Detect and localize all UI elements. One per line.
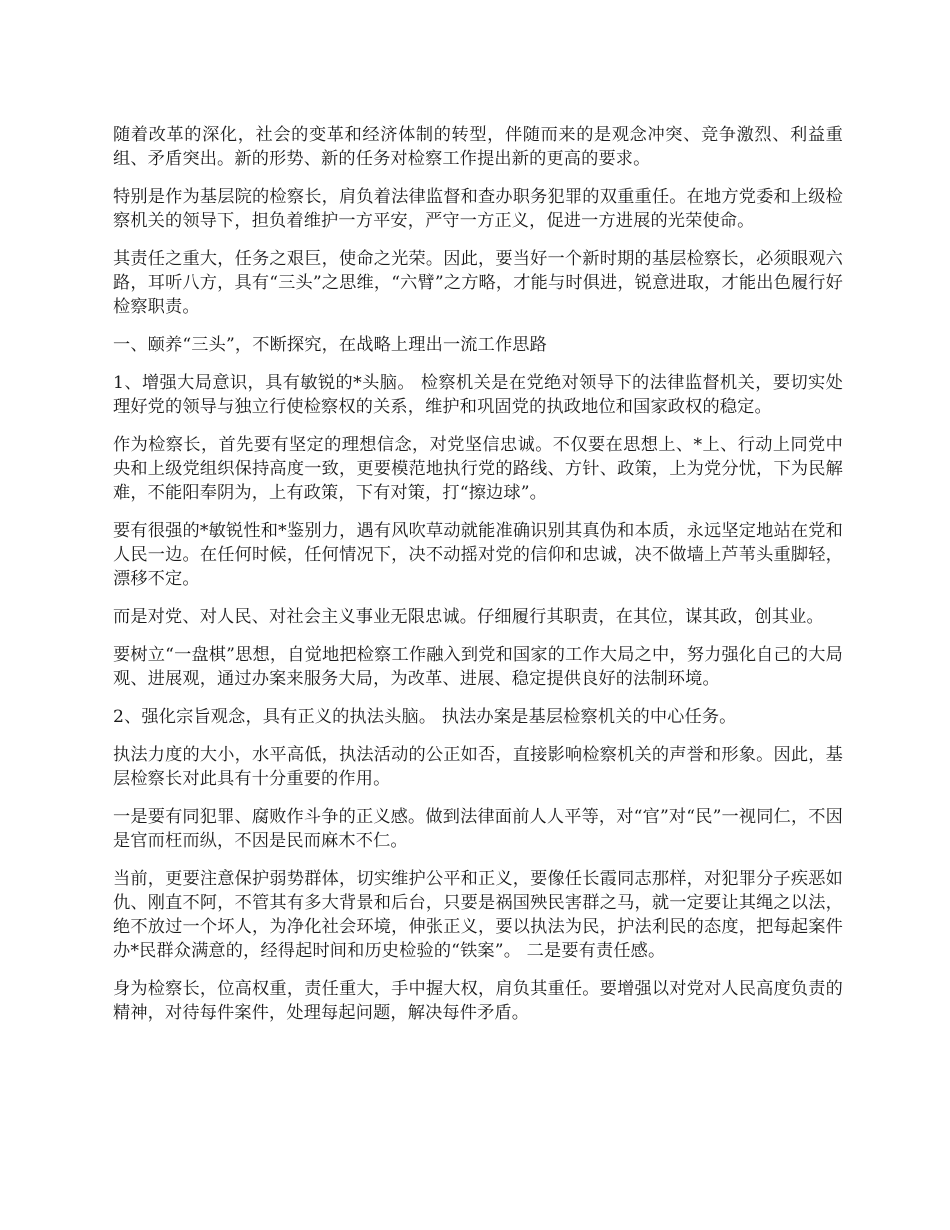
paragraph: 特别是作为基层院的检察长，肩负着法律监督和查办职务犯罪的双重重任。在地方党委和上级检察机关的领导下，担负着维护一方平安，严守一方正义，促进一方进展的光荣使命。 (113, 187, 843, 231)
paragraph: 作为检察长，首先要有坚定的理想信念，对党坚信忠诚。不仅要在思想上、*上、行动上同党中央和上级党组织保持高度一致，更要模范地执行党的路线、方针、政策，上为党分忧，下为民解难，不能阳奉阴为，上有政策，下有对策，打“擦边球”。 (113, 435, 843, 503)
paragraph: 其责任之重大，任务之艰巨，使命之光荣。因此，要当好一个新时期的基层检察长，必须眼观六路，耳听八方，具有“三头”之思维，“六臂”之方略，才能与时俱进，锐意进取，才能出色履行好检察职责。 (113, 249, 843, 317)
paragraph: 随着改革的深化，社会的变革和经济体制的转型，伴随而来的是观念冲突、竞争激烈、利益重组、矛盾突出。新的形势、新的任务对检察工作提出新的更高的要求。 (113, 125, 843, 169)
section-heading: 一、颐养“三头”，不断探究，在战略上理出一流工作思路 (113, 335, 547, 355)
paragraph: 身为检察长，位高权重，责任重大，手中握大权，肩负其重任。要增强以对党对人民高度负责的精神，对待每件案件，处理每起问题，解决每件矛盾。 (113, 979, 843, 1023)
paragraph: 当前，更要注意保护弱势群体，切实维护公平和正义，要像任长霞同志那样，对犯罪分子疾恶如仇、刚直不阿，不管其有多大背景和后台，只要是祸国殃民害群之马，就一定要让其绳之以法，绝不放过一个坏人，为净化社会环境，伸张正义，要以执法为民，护法利民的态度，把每起案件办*民群众满意的，经得起时间和历史检验的“铁案”。 二是要有责任感。 (113, 869, 843, 961)
document-body (113, 123, 843, 1039)
paragraph: 执法力度的大小，水平高低，执法活动的公正如否，直接影响检察机关的声誉和形象。因此，基层检察长对此具有十分重要的作用。 (113, 745, 843, 789)
paragraph: 而是对党、对人民、对社会主义事业无限忠诚。仔细履行其职责，在其位，谋其政，创其业。 (113, 607, 824, 627)
paragraph: 要树立“一盘棋”思想，自觉地把检察工作融入到党和国家的工作大局之中，努力强化自己的大局观、进展观，通过办案来服务大局，为改革、进展、稳定提供良好的法制环境。 (113, 645, 843, 689)
paragraph: 要有很强的*敏锐性和*鉴别力，遇有风吹草动就能准确识别其真伪和本质，永远坚定地站在党和人民一边。在任何时候，任何情况下，决不动摇对党的信仰和忠诚，决不做墙上芦苇头重脚轻，漂移不定。 (113, 521, 843, 589)
paragraph: 一是要有同犯罪、腐败作斗争的正义感。做到法律面前人人平等，对“官”对“民”一视同仁，不因是官而枉而纵，不因是民而麻木不仁。 (113, 807, 843, 851)
paragraph: 1、增强大局意识，具有敏锐的*头脑。 检察机关是在党绝对领导下的法律监督机关，要切实处理好党的领导与独立行使检察权的关系，维护和巩固党的执政地位和国家政权的稳定。 (113, 373, 843, 417)
paragraph: 2、强化宗旨观念，具有正义的执法头脑。 执法办案是基层检察机关的中心任务。 (113, 707, 737, 727)
